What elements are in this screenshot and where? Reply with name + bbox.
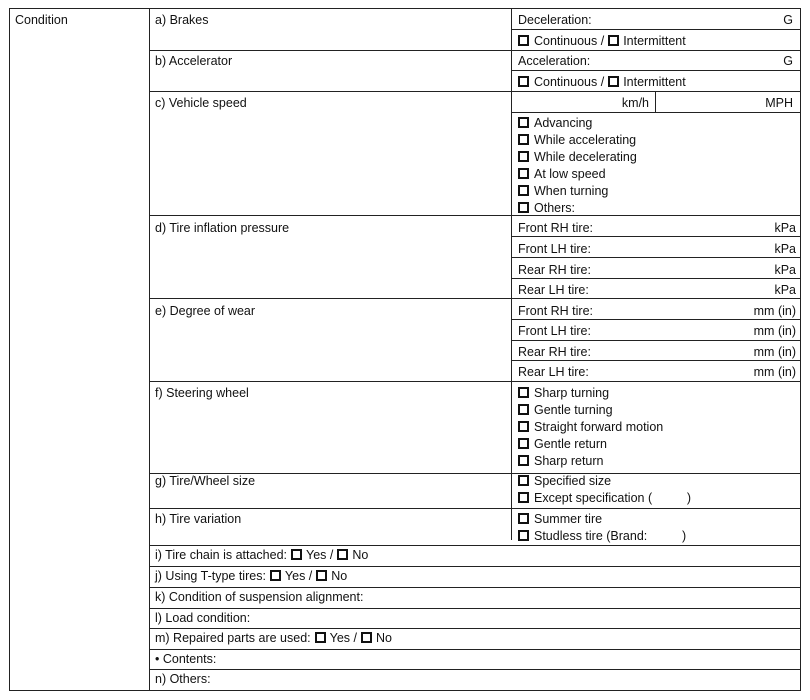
subrow-line (511, 340, 801, 341)
steering-option[interactable] (518, 453, 603, 469)
row-line (149, 545, 801, 546)
continuous-label: Continuous / (534, 75, 605, 89)
yes-label: Yes / (329, 631, 357, 645)
row-line (149, 587, 801, 588)
row-line (149, 669, 801, 670)
checkbox[interactable] (518, 168, 529, 179)
checkbox[interactable] (518, 202, 529, 213)
tire-variation-option[interactable] (518, 528, 686, 544)
pressure-row-name: Front RH tire: (518, 221, 594, 235)
intermittent-label: Intermittent (623, 75, 686, 89)
row-line (149, 628, 801, 629)
accelerator-mode (518, 74, 686, 90)
wheel-size-option[interactable] (518, 473, 611, 489)
pressure-row-unit: kPa (774, 242, 796, 256)
checkbox-continuous[interactable] (518, 76, 529, 87)
row-line (149, 298, 801, 299)
others-label: n) Others: (155, 672, 211, 686)
checkbox-intermittent[interactable] (608, 35, 619, 46)
checkbox-yes[interactable] (291, 549, 302, 560)
wear-row-unit: mm (in) (753, 324, 796, 338)
option-label: Studless tire (Brand: ) (534, 529, 687, 543)
option-label: Others: (534, 201, 575, 215)
brakes-label: a) Brakes (155, 13, 209, 27)
row-line (149, 381, 801, 382)
speed-option[interactable] (518, 149, 637, 165)
option-label: Gentle turning (534, 403, 613, 417)
wear-row-name: Front RH tire: (518, 304, 594, 318)
row-line (149, 649, 801, 650)
checkbox-no[interactable] (361, 632, 372, 643)
border-top (9, 8, 801, 9)
steering-option[interactable] (518, 402, 613, 418)
wear-row-name: Rear RH tire: (518, 345, 591, 359)
steering-label: f) Steering wheel (155, 386, 249, 400)
option-label: Specified size (534, 474, 612, 488)
tire-chain-label: i) Tire chain is attached: (155, 548, 288, 562)
speed-unit-mph: MPH (765, 96, 793, 110)
wear-row-unit: mm (in) (753, 365, 796, 379)
accelerator-label: b) Accelerator (155, 54, 233, 68)
pressure-row-name: Front LH tire: (518, 242, 591, 256)
yes-label: Yes / (284, 569, 313, 583)
option-label: Sharp return (534, 454, 604, 468)
no-label: No (375, 631, 392, 645)
checkbox[interactable] (518, 513, 529, 524)
subrow-line (511, 236, 801, 237)
checkbox[interactable] (518, 455, 529, 466)
option-label: Sharp turning (534, 386, 610, 400)
pressure-row-unit: kPa (774, 263, 796, 277)
pressure-row-unit: kPa (774, 221, 796, 235)
contents-label: • Contents: (155, 652, 217, 666)
steering-option[interactable] (518, 436, 607, 452)
brakes-mode (518, 33, 686, 49)
subrow-line (511, 278, 801, 279)
speed-option[interactable] (518, 200, 575, 216)
speed-option[interactable] (518, 132, 636, 148)
wear-row-name: Front LH tire: (518, 324, 591, 338)
checkbox[interactable] (518, 530, 529, 541)
acceleration-unit: G (783, 54, 793, 68)
subrow-line (511, 112, 801, 113)
ttype-label: j) Using T-type tires: (155, 569, 266, 583)
border-left (9, 8, 10, 691)
acceleration-label: Acceleration: (518, 54, 591, 68)
wheel-size-option[interactable] (518, 490, 691, 506)
wear-row-unit: mm (in) (753, 345, 796, 359)
steering-option[interactable] (518, 385, 609, 401)
row-line (149, 91, 801, 92)
tire-pressure-label: d) Tire inflation pressure (155, 221, 290, 235)
speed-option[interactable] (518, 166, 606, 182)
steering-option[interactable] (518, 419, 663, 435)
no-label: No (331, 569, 348, 583)
checkbox-no[interactable] (337, 549, 348, 560)
checkbox[interactable] (518, 492, 529, 503)
row-line (149, 508, 801, 509)
subrow-line (511, 70, 801, 71)
row-line (149, 50, 801, 51)
checkbox-no[interactable] (316, 570, 327, 581)
option-label: Summer tire (534, 512, 603, 526)
border-right (800, 8, 801, 691)
tire-variation-option[interactable] (518, 511, 602, 527)
checkbox[interactable] (518, 438, 529, 449)
row-line (149, 215, 801, 216)
speed-option[interactable] (518, 183, 608, 199)
checkbox-yes[interactable] (315, 632, 326, 643)
speed-option[interactable] (518, 115, 592, 131)
wear-row-unit: mm (in) (753, 304, 796, 318)
column-divider-2 (511, 8, 512, 540)
checkbox-continuous[interactable] (518, 35, 529, 46)
wear-label: e) Degree of wear (155, 304, 256, 318)
deceleration-unit: G (783, 13, 793, 27)
wear-row-name: Rear LH tire: (518, 365, 589, 379)
option-label: Advancing (534, 116, 593, 130)
tire-chain-row (155, 547, 368, 563)
pressure-row-unit: kPa (774, 283, 796, 297)
option-label: Except specification ( ) (534, 491, 692, 505)
tire-variation-label: h) Tire variation (155, 512, 242, 526)
column-divider-1 (149, 8, 150, 691)
subrow-line (511, 257, 801, 258)
checkbox[interactable] (518, 475, 529, 486)
checkbox-yes[interactable] (270, 570, 281, 581)
deceleration-label: Deceleration: (518, 13, 592, 27)
repaired-row (155, 630, 392, 646)
wheel-size-label: g) Tire/Wheel size (155, 474, 256, 488)
continuous-label: Continuous / (534, 34, 605, 48)
option-label: At low speed (534, 167, 606, 181)
no-label: No (352, 548, 369, 562)
load-label: l) Load condition: (155, 611, 251, 625)
option-label: While accelerating (534, 133, 637, 147)
checkbox[interactable] (518, 404, 529, 415)
speed-unit-kmh: km/h (621, 96, 649, 110)
option-label: When turning (534, 184, 609, 198)
pressure-row-name: Rear LH tire: (518, 283, 589, 297)
option-label: While decelerating (534, 150, 637, 164)
checkbox[interactable] (518, 117, 529, 128)
checkbox[interactable] (518, 151, 529, 162)
subrow-line (511, 29, 801, 30)
pressure-row-name: Rear RH tire: (518, 263, 591, 277)
row-line (149, 566, 801, 567)
speed-unit-divider (655, 91, 656, 112)
condition-label: Condition (15, 13, 68, 27)
ttype-row (155, 568, 347, 584)
condition-form (9, 8, 801, 691)
subrow-line (511, 319, 801, 320)
suspension-label: k) Condition of suspension alignment: (155, 590, 364, 604)
vehicle-speed-label: c) Vehicle speed (155, 96, 247, 110)
checkbox[interactable] (518, 421, 529, 432)
option-label: Straight forward motion (534, 420, 664, 434)
row-line (149, 608, 801, 609)
repaired-label: m) Repaired parts are used: (155, 631, 311, 645)
intermittent-label: Intermittent (623, 34, 686, 48)
border-bottom (9, 690, 801, 691)
checkbox[interactable] (518, 387, 529, 398)
yes-label: Yes / (306, 548, 334, 562)
option-label: Gentle return (534, 437, 607, 451)
checkbox[interactable] (518, 134, 529, 145)
checkbox-intermittent[interactable] (608, 76, 619, 87)
checkbox[interactable] (518, 185, 529, 196)
subrow-line (511, 360, 801, 361)
